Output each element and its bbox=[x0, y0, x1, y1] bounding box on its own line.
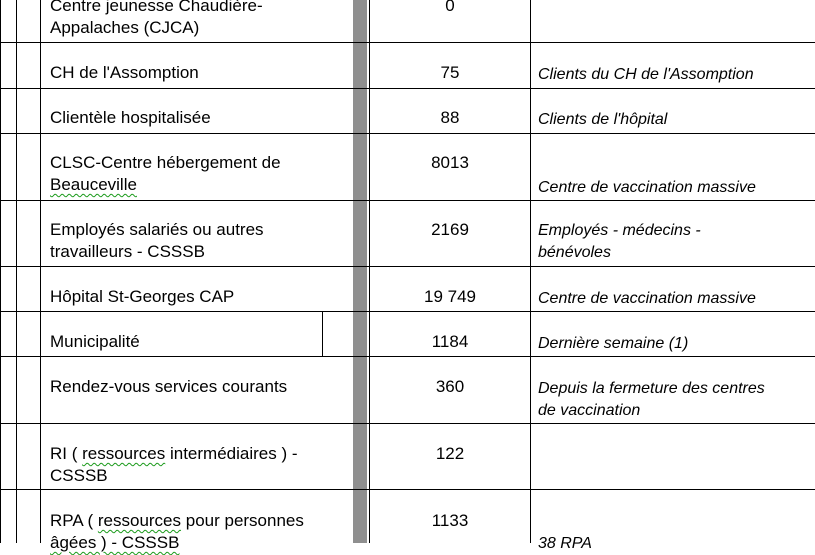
row-value: 19 749 bbox=[424, 287, 476, 306]
row-name: Beauceville bbox=[50, 175, 137, 194]
outer-left-border bbox=[0, 0, 1, 543]
row-name: travailleurs - CSSSB bbox=[50, 242, 205, 261]
row-divider bbox=[0, 42, 815, 43]
row-name: Municipalité bbox=[50, 332, 140, 351]
indent-column-border bbox=[16, 0, 17, 543]
row-divider bbox=[0, 200, 815, 201]
row-note: de vaccination bbox=[538, 402, 641, 419]
row-name-part: pour personnes bbox=[181, 511, 304, 530]
row-name: CLSC-Centre hébergement de bbox=[50, 153, 281, 172]
row-value: 8013 bbox=[431, 153, 469, 172]
row-divider bbox=[0, 88, 815, 89]
municipalite-cell-border bbox=[322, 311, 323, 356]
value-column-right-border bbox=[530, 0, 531, 543]
row-name: Appalaches (CJCA) bbox=[50, 18, 200, 37]
row-divider bbox=[0, 133, 815, 134]
row-note: Clients du CH de l'Assomption bbox=[538, 66, 754, 83]
row-value: 75 bbox=[440, 63, 460, 82]
row-note: Depuis la fermeture des centres bbox=[538, 380, 765, 397]
row-name: âgées ) - CSSSB bbox=[50, 533, 180, 552]
row-divider bbox=[0, 489, 815, 490]
row-value: 88 bbox=[440, 108, 460, 127]
row-value: 360 bbox=[435, 377, 465, 396]
row-value: 1133 bbox=[431, 511, 469, 530]
column-separator-bar bbox=[353, 0, 367, 543]
row-name: CSSSB bbox=[50, 466, 108, 485]
row-divider bbox=[0, 423, 815, 424]
row-name-part: intermédiaires ) - bbox=[165, 444, 298, 463]
row-name: Clientèle hospitalisée bbox=[50, 108, 211, 127]
row-divider bbox=[0, 356, 815, 357]
row-value: 0 bbox=[445, 0, 455, 15]
row-name bbox=[50, 443, 298, 465]
row-note: 38 RPA bbox=[538, 535, 592, 552]
row-name bbox=[50, 510, 304, 532]
row-name-part: RPA ( bbox=[50, 511, 98, 530]
row-note: Employés - médecins - bbox=[538, 222, 701, 239]
row-name: CH de l'Assomption bbox=[50, 63, 199, 82]
name-column-border bbox=[40, 0, 41, 543]
row-name: Hôpital St-Georges CAP bbox=[50, 287, 235, 306]
row-name-part: ressources bbox=[97, 511, 182, 530]
row-name: Centre jeunesse Chaudière- bbox=[50, 0, 263, 15]
row-divider bbox=[0, 266, 815, 267]
row-note: Centre de vaccination massive bbox=[538, 290, 756, 307]
row-note: bénévoles bbox=[538, 244, 611, 261]
row-value: 122 bbox=[435, 444, 465, 463]
row-name: Rendez-vous services courants bbox=[50, 377, 288, 396]
row-note: Dernière semaine (1) bbox=[538, 335, 689, 352]
row-name: Employés salariés ou autres bbox=[50, 220, 264, 239]
row-divider bbox=[0, 311, 815, 312]
row-value: 2169 bbox=[431, 220, 469, 239]
row-name-part: RI ( bbox=[50, 444, 83, 463]
row-name-part: ressources bbox=[82, 444, 166, 463]
row-note: Clients de l'hôpital bbox=[538, 111, 668, 128]
row-note: Centre de vaccination massive bbox=[538, 179, 756, 196]
row-value: 1184 bbox=[431, 332, 469, 351]
